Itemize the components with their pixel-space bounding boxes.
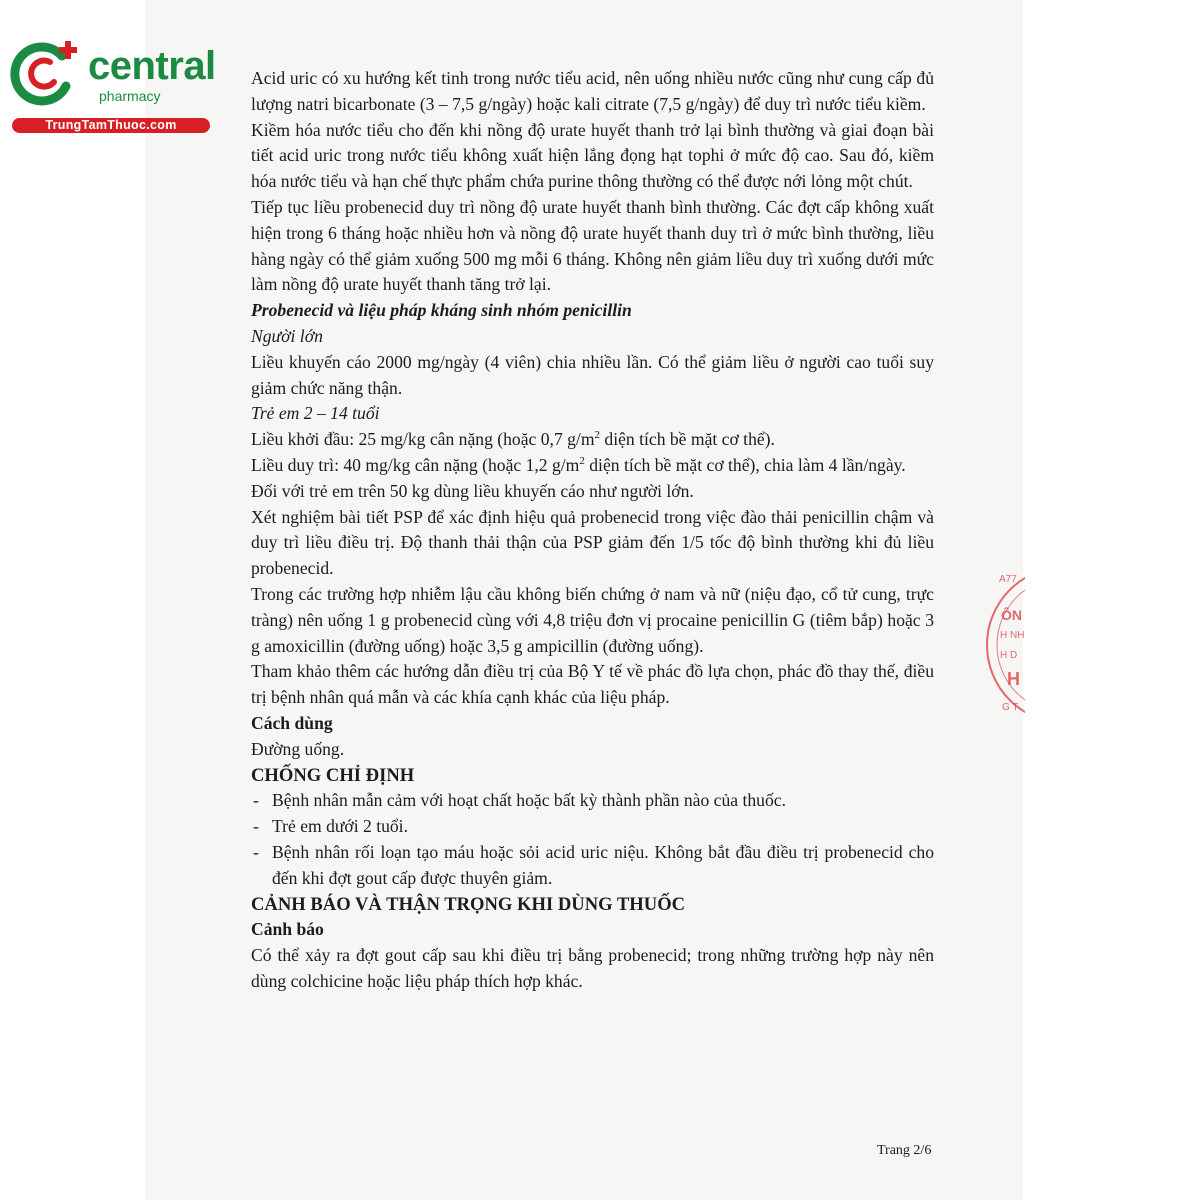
paragraph: Tiếp tục liều probenecid duy trì nồng độ urate huyết thanh bình thường. Các đợt cấp không xuất hiện trong 6 tháng hoặc nhiều hơn và nồng độ urate huyết thanh duy trì ở mức bình thường, liều hàng ngày có thể giảm xuống 500 mg mỗi 6 tháng. Không nên giảm liều duy trì xuống dưới mức làm nồng độ urate huyết thanh tăng trở lại. <box>251 196 934 295</box>
stamp-icon <box>985 560 1025 730</box>
paragraph: Kiềm hóa nước tiểu cho đến khi nồng độ urate huyết thanh trở lại bình thường và giai đoạn bài tiết acid uric trong nước tiểu không xuất hiện lắng đọng hạt tophi ở mức độ cao. Sau đó, kiềm hóa nước tiểu và hạn chế thực phẩm chứa purine thông thường có thể được nới lỏng một chút. <box>251 119 934 192</box>
page-number: Trang 2/6 <box>877 1143 932 1158</box>
pharmacy-logo[interactable] <box>10 38 220 138</box>
paragraph: Tham khảo thêm các hướng dẫn điều trị của Bộ Y tế về phác đồ lựa chọn, phác đồ thay thế, điều trị bệnh nhân quá mẫn và các khía cạnh khác của liệu pháp. <box>251 661 934 708</box>
logo-name: central <box>88 44 216 88</box>
subheading-usage: Cách dùng <box>251 712 333 733</box>
document-body <box>251 66 934 995</box>
paragraph-child-start: Liều khởi đầu: 25 mg/kg cân nặng (hoặc 0,7 $g/m^2$ diện tích bề mặt cơ thể). <box>251 429 775 450</box>
paragraph: Xét nghiệm bài tiết PSP để xác định hiệu quả probenecid trong việc đào thải penicillin chậm và duy trì liều điều trị. Độ thanh thải thận của PSP giảm đến 1/5 tốc độ bình thường khi đủ liều probenecid. <box>251 506 934 579</box>
section-heading-contraindications: CHỐNG CHỈ ĐỊNH <box>251 764 415 786</box>
section-heading-penicillin: Probenecid và liệu pháp kháng sinh nhóm penicillin <box>251 300 632 321</box>
paragraph: Đường uống. <box>251 738 345 759</box>
stamp-fragment <box>985 560 1025 730</box>
contraindication-list <box>251 788 934 891</box>
list-item: - Bệnh nhân rối loạn tạo máu hoặc sỏi acid uric niệu. Không bắt đầu điều trị probenecid cho đến khi đợt gout cấp được thuyên giảm. <box>251 840 934 892</box>
subheading-warning: Cảnh báo <box>251 919 324 940</box>
paragraph: Có thể xảy ra đợt gout cấp sau khi điều trị bằng probenecid; trong những trường hợp này nên dùng colchicine hoặc liệu pháp thích hợp khác. <box>251 945 934 991</box>
svg-text:H: H <box>1007 669 1020 689</box>
paragraph: Liều khuyến cáo 2000 mg/ngày (4 viên) chia nhiều lần. Có thể giảm liều ở người cao tuổi suy giảm chức năng thận. <box>251 351 934 398</box>
paragraph: Đối với trẻ em trên 50 kg dùng liều khuyến cáo như người lớn. <box>251 480 694 501</box>
paragraph: Acid uric có xu hướng kết tinh trong nước tiểu acid, nên uống nhiều nước cũng như cung cấp đủ lượng natri bicarbonate (3 – 7,5 g/ngày) hoặc kali citrate (7,5 g/ngày) để duy trì nước tiểu kiềm. <box>251 68 934 114</box>
subheading-adult: Người lớn <box>251 325 323 346</box>
logo-subtitle: pharmacy <box>99 88 161 104</box>
list-item: - Trẻ em dưới 2 tuổi. <box>251 814 934 840</box>
section-heading-warnings: CẢNH BÁO VÀ THẬN TRỌNG KHI DÙNG THUỐC <box>251 893 686 915</box>
logo-website[interactable]: TrungTamThuoc.com <box>12 118 210 133</box>
svg-text:H D: H D <box>1000 650 1018 661</box>
paragraph-child-maintenance: Liều duy trì: 40 mg/kg cân nặng (hoặc 1,2 $g/m^2$ diện tích bề mặt cơ thể), chia làm 4 lần/ngày. <box>251 454 906 475</box>
svg-text:A77: A77 <box>999 574 1017 585</box>
list-item: - Bệnh nhân mẫn cảm với hoạt chất hoặc bất kỳ thành phần nào của thuốc. <box>251 788 934 814</box>
svg-text:ÔN: ÔN <box>1001 607 1022 623</box>
logo-c-plus-icon <box>10 38 80 108</box>
subheading-child: Trẻ em 2 – 14 tuổi <box>251 403 380 424</box>
svg-text:G T: G T <box>1002 702 1019 713</box>
paragraph: Trong các trường hợp nhiễm lậu cầu không biến chứng ở nam và nữ (niệu đạo, cổ tử cung, trực tràng) nên uống 1 g probenecid cùng với 4,8 triệu đơn vị procaine penicillin G (tiêm bắp) hoặc 3 g amoxicillin (đường uống) hoặc 3,5 g ampicillin (đường uống). <box>251 583 934 656</box>
svg-text:H NH: H NH <box>1000 630 1025 641</box>
